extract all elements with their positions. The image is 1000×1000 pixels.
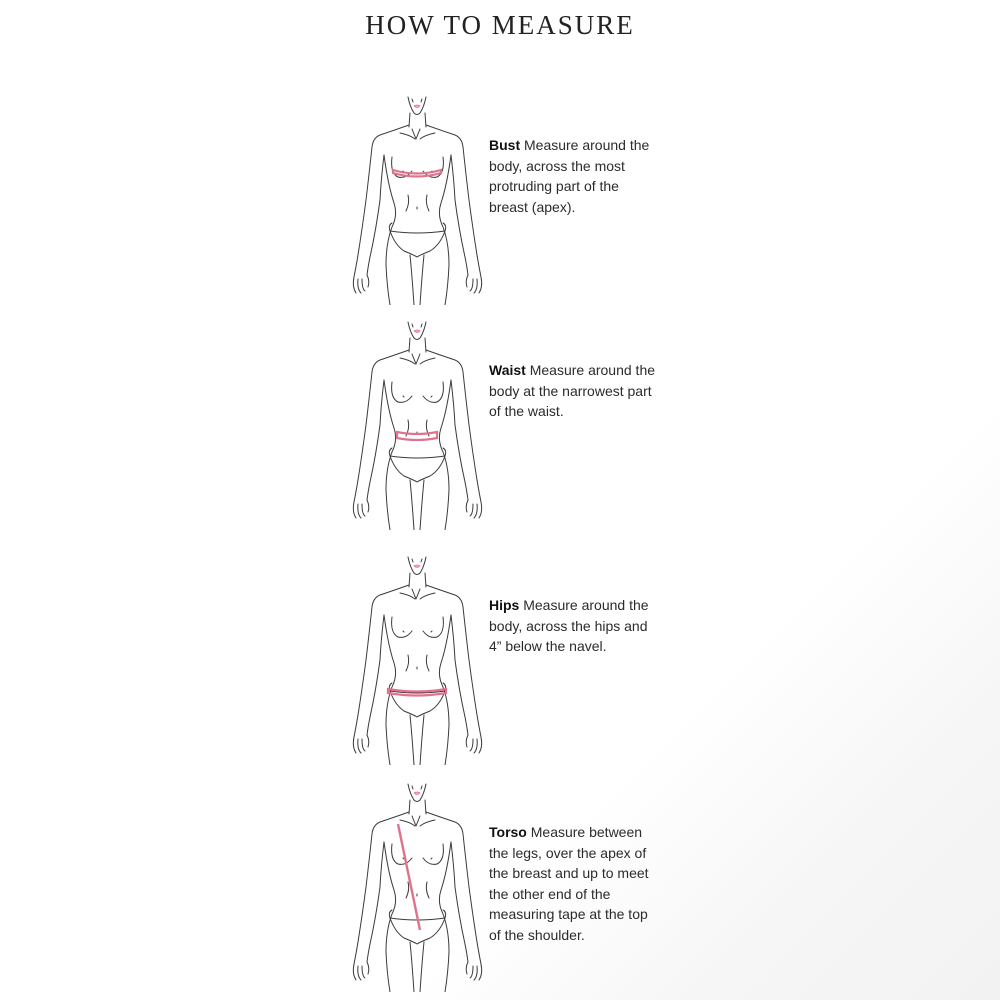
text-torso: Measure between the legs, over the apex of the breast and up to meet the other end of the measuring tape at the top of the shoulder. [489,824,649,943]
label-waist: Waist [489,362,530,378]
description-hips [489,595,659,657]
page-title: HOW TO MEASURE [365,10,635,40]
measure-section-bust [340,95,670,305]
measure-section-waist [340,320,670,530]
description-waist [489,360,659,422]
measure-section-hips [340,555,670,765]
text-bust: Measure around the body, across the most protruding part of the breast (apex). [489,137,650,215]
torso-tape-line [398,824,420,930]
label-hips: Hips [489,597,524,613]
description-torso [489,822,659,945]
body-figure-hips [340,555,500,765]
text-waist: Measure around the body at the narrowest part of the waist. [489,362,656,419]
bust-tape-line [393,170,441,177]
label-bust: Bust [489,137,524,153]
body-figure-torso [340,782,500,992]
waist-tape-line [397,432,437,440]
label-torso: Torso [489,824,531,840]
body-outline-icon [340,320,500,530]
body-figure-bust [340,95,500,305]
body-outline-icon [340,555,500,765]
body-outline-icon [340,782,500,992]
text-hips: Measure around the body, across the hips and 4” below the navel. [489,597,649,654]
body-outline-icon [340,95,500,305]
body-figure-waist [340,320,500,530]
measure-section-torso [340,782,670,992]
description-bust [489,135,659,217]
